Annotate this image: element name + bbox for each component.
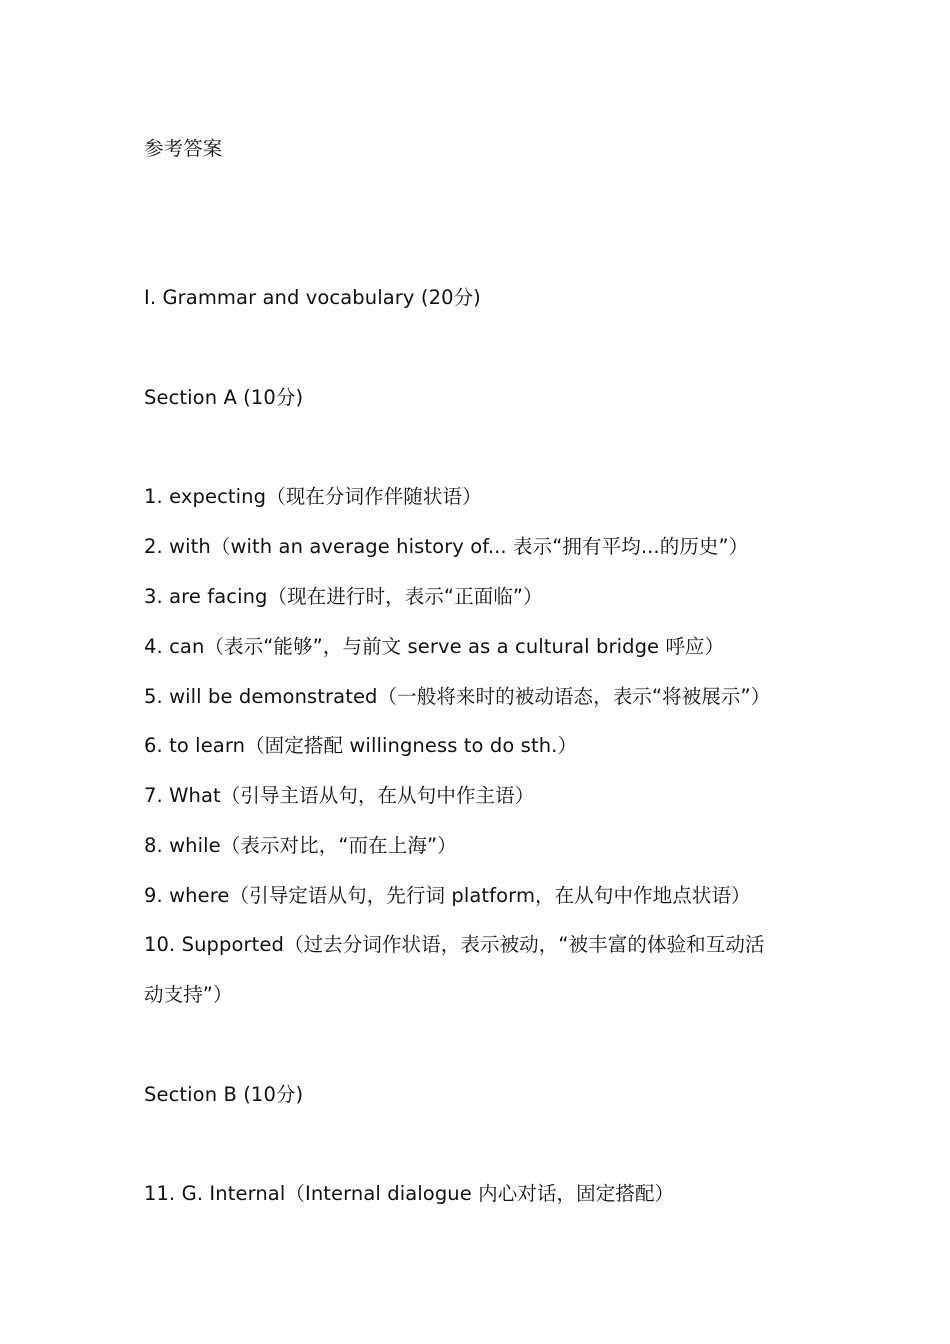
answer-item: 11. G. Internal（Internal dialogue 内心对话，固定搭配）: [144, 1182, 675, 1205]
answer-item: 3. are facing（现在进行时，表示“正面临”）: [144, 585, 543, 608]
section-a-heading: Section A (10分): [144, 386, 304, 409]
answer-item: 8. while（表示对比，“而在上海”）: [144, 834, 457, 857]
answer-item: 5. will be demonstrated（一般将来时的被动语态，表示“将被展示”）: [144, 685, 771, 708]
document-title: 参考答案: [144, 137, 223, 160]
part-heading: I. Grammar and vocabulary (20分): [144, 286, 481, 309]
answer-item: 6. to learn（固定搭配 willingness to do sth.）: [144, 734, 578, 757]
answer-item: 7. What（引导主语从句，在从句中作主语）: [144, 784, 535, 807]
answer-item-continuation: 动支持”）: [144, 983, 233, 1006]
answer-item: 1. expecting（现在分词作伴随状语）: [144, 485, 482, 508]
answer-item: 9. where（引导定语从句，先行词 platform，在从句中作地点状语）: [144, 884, 751, 907]
section-b-heading: Section B (10分): [144, 1083, 304, 1106]
answer-item: 4. can（表示“能够”，与前文 serve as a cultural bridge 呼应）: [144, 635, 725, 658]
answer-item: 10. Supported（过去分词作状语，表示被动，“被丰富的体验和互动活: [144, 933, 765, 956]
answer-item: 2. with（with an average history of... 表示“拥有平均...的历史”）: [144, 535, 749, 558]
